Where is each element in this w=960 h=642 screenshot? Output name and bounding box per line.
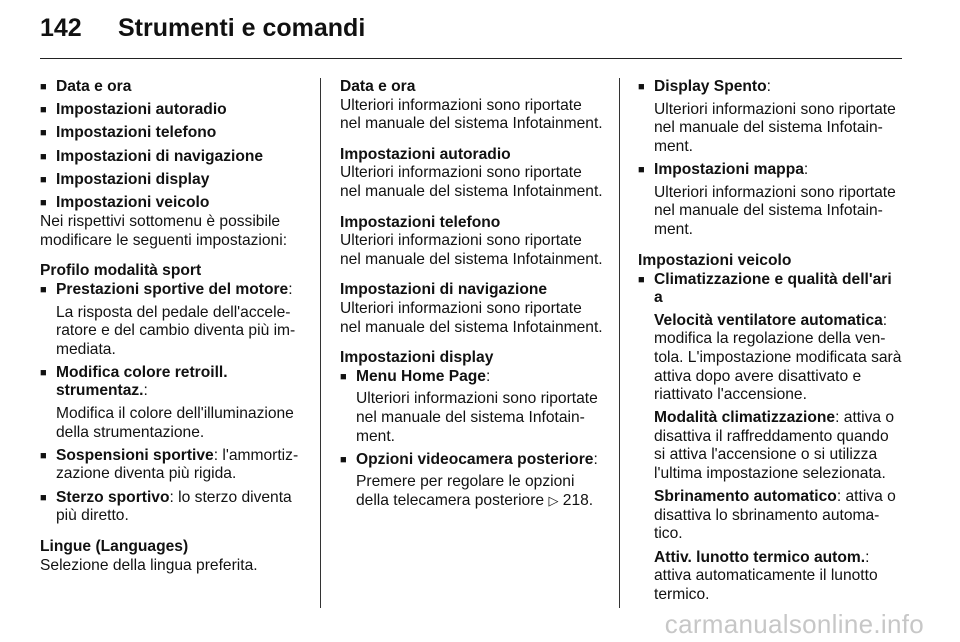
climate-sub-item: Modalità climatizzazione: attiva o disattiva il raffreddamento quando si attiva l'accensione o si utilizza l'ultima impostazione selezionata. [654, 409, 895, 483]
section-title-languages: Lingue (Languages) [40, 538, 189, 556]
list-item: ■ Impostazioni mappa: Ulteriori informazioni sono riportate nel manuale del sistema Infotainment. [638, 161, 902, 239]
section-title: Impostazioni di navigazione [340, 281, 548, 299]
list-item: ■ Prestazioni sportive del motore: La risposta del pedale dell'acceleratore e del cambio diventa più immediata. [40, 281, 306, 359]
list-item: ■ Impostazioni telefono [40, 124, 306, 143]
column-divider-2 [619, 78, 620, 608]
section-title-sport: Profilo modalità sport [40, 262, 202, 280]
list-item: ■ Impostazioni display [40, 171, 306, 190]
climate-sub-item: Attiv. lunotto termico autom.: attiva automaticamente il lunotto termico. [654, 548, 878, 603]
section-title: Data e ora [340, 78, 416, 95]
section-title-vehicle: Impostazioni veicolo [638, 251, 792, 269]
header-rule [40, 58, 902, 59]
section-title: Impostazioni autoradio [340, 145, 511, 163]
page-ref[interactable]: 218. [562, 491, 594, 509]
list-item: ■ Climatizzazione e qualità dell'ari a Velocità ventilatore automatica: modifica la regolazione della ventola. L'impostazione modificata sarà attiva dopo avere disattivato e riattivato l'accensione. Modalità climatizzazione: attiva o disattiva il raffreddamento quando si attiva l'accensione o si utilizza l'ultima impostazione selezionata. Sbrinamento automatico: attiva o disattiva lo sbrinamento automatico. Attiv. lunotto termico autom.: attiva automaticamente il lunotto termico. [638, 271, 902, 605]
list-item: ■ Impostazioni di navigazione [40, 148, 306, 167]
page-number: 142 [40, 14, 82, 42]
watermark: carmanualsonline.info [664, 609, 924, 639]
display-list [340, 368, 606, 511]
column-1 [40, 78, 306, 576]
vehicle-list [638, 271, 902, 605]
section-text: Ulteriori informazioni sono riportate nel manuale del sistema Infotainment. [340, 164, 603, 200]
section-text: Ulteriori informazioni sono riportate nel manuale del sistema Infotainment. [340, 96, 603, 133]
list-item: ■ Display Spento: Ulteriori informazioni sono riportate nel manuale del sistema Infotainment. [638, 78, 902, 156]
section-title: Impostazioni telefono [340, 213, 501, 231]
page-header [40, 14, 365, 58]
languages-text: Selezione della lingua preferita. [40, 557, 258, 574]
list-item: ■ Sospensioni sportive: l'ammortizzazione diventa più rigida. [40, 447, 306, 484]
list-item: ■ Data e ora [40, 78, 306, 97]
column-divider-1 [320, 78, 321, 608]
section-text: Ulteriori informazioni sono riportate nel manuale del sistema Infotainment. [340, 232, 603, 268]
climate-sub-item: Sbrinamento automatico: attiva o disattiva lo sbrinamento automatico. [654, 488, 896, 543]
list-item: ■ Modifica colore retroill. strumentaz.: Modifica il colore dell'illuminazione della strumentazione. [40, 364, 306, 442]
section-title-display: Impostazioni display [340, 349, 494, 367]
climate-sub-item: Velocità ventilatore automatica: modifica la regolazione della ventola. L'impostazione modificata sarà attiva dopo avere disattivato e riattivato l'accensione. [654, 311, 902, 404]
list-item: ■ Sterzo sportivo: lo sterzo diventa più diretto. [40, 489, 306, 526]
menu-list [40, 78, 306, 213]
column-2 [340, 78, 606, 515]
list-item: ■ Menu Home Page: Ulteriori informazioni sono riportate nel manuale del sistema Infotainment. [340, 368, 606, 446]
page-title: Strumenti e comandi [118, 14, 366, 42]
page-ref-arrow-icon: ▷ [548, 492, 559, 508]
section-text: Ulteriori informazioni sono riportate nel manuale del sistema Infotainment. [340, 299, 603, 336]
intro-text: Nei rispettivi sottomenu è possibile modificare le seguenti impostazioni: [40, 213, 288, 249]
list-item: ■ Opzioni videocamera posteriore: Premere per regolare le opzioni della telecamera posteriore ▷ 218. [340, 451, 606, 511]
list-item: ■ Impostazioni veicolo [40, 194, 306, 213]
sport-list [40, 281, 306, 526]
list-item: ■ Impostazioni autoradio [40, 101, 306, 120]
display-options-list [638, 78, 902, 239]
column-3 [638, 78, 902, 609]
